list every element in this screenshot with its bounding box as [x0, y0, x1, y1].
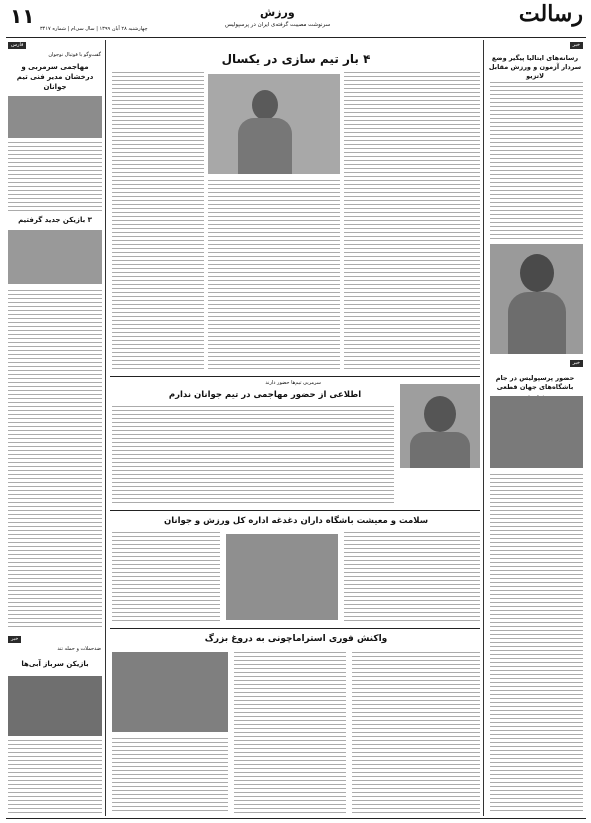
right-column-divider — [483, 40, 484, 816]
section-subtitle: سرنوشت مصیبت گرفته‌ی ایران در پرسپولیس — [225, 22, 331, 28]
mid-story-headline: اطلاعی از حضور مهاجمی در تیم جوانان ندارم — [168, 390, 362, 400]
page-header — [0, 0, 591, 36]
newspaper-logo: رسالت — [518, 1, 583, 27]
left-story-1-kicker: گفت‌وگو با فوتبال نوجوان — [48, 52, 101, 58]
mid-story-body — [112, 406, 394, 506]
bottom-story-column-3 — [112, 738, 228, 814]
mid2-story-headline: سلامت و معیشت باشگاه داران دغدغه اداره کل ورزش و جوانان — [163, 516, 429, 526]
header-rule — [6, 37, 586, 38]
left-story-3-body — [8, 740, 102, 814]
mid2-story-photo — [226, 534, 338, 620]
main-story-column-1 — [344, 72, 480, 372]
mid-story-photo — [400, 384, 480, 468]
bottom-story-headline: واکنش فوری استراماچونی به دروغ بزرگ — [204, 634, 388, 644]
dateline: چهارشنبه ۲۸ آبان ۱۳۹۹ | سال سی‌ام | شماره ۳۴۱۷ — [40, 26, 148, 32]
bottom-story-column-2 — [234, 652, 346, 814]
bottom-story-column-1 — [352, 652, 480, 814]
section-title: ورزش — [260, 6, 295, 19]
mid-story-kicker: سرمربی تیم‌ها حضور دارند — [265, 380, 321, 386]
footer-rule — [6, 818, 586, 819]
main-story-headline: ۴ بار تیم سازی در یکسال — [221, 52, 371, 66]
left-story-3-photo — [8, 676, 102, 736]
left-story-2-body — [8, 290, 102, 630]
left-label-3: خبر — [8, 636, 21, 643]
main-story-photo — [208, 74, 340, 174]
right-story-1-photo — [490, 244, 583, 354]
left-story-3-kicker: ضدحملات و حمله تند — [57, 646, 101, 652]
mid-story-rule — [110, 510, 480, 511]
left-story-1-photo — [8, 96, 102, 138]
right-label-2: خبر — [570, 360, 583, 367]
right-story-2-body — [490, 474, 583, 814]
mid2-story-rule — [110, 628, 480, 629]
bottom-story-photo — [112, 652, 228, 732]
main-story-rule — [110, 376, 480, 377]
left-label-1: فارس — [8, 42, 26, 49]
right-story-2-photo — [490, 396, 583, 468]
mid2-story-column-2 — [112, 532, 220, 622]
page-number: ۱۱ — [10, 4, 35, 28]
right-label-1: خبر — [570, 42, 583, 49]
main-story-column-2 — [208, 180, 340, 372]
main-story-column-3 — [112, 72, 204, 372]
right-story-2-headline: حضور پرسپولیس در جام باشگاه‌های جهان قطعی — [495, 374, 575, 391]
right-story-1-body — [490, 82, 583, 242]
left-story-1-headline: مهاجمی سرمربی و درخشان مدیر فنی تیم جوانان — [16, 63, 94, 91]
left-story-3-headline: بازیکن سرباز آبی‌ها — [21, 660, 89, 668]
mid2-story-column-1 — [344, 532, 480, 622]
left-story-2-headline: ۳ بازیکن جدید گرفتیم — [18, 216, 92, 224]
left-column-divider — [105, 40, 106, 816]
right-story-1-headline: رسانه‌های ایتالیا پیگیر وضع سردار آزمون و ورزش مقابل لاتزیو — [488, 54, 582, 80]
left-story-2-photo — [8, 230, 102, 284]
left-story-1-body — [8, 142, 102, 212]
